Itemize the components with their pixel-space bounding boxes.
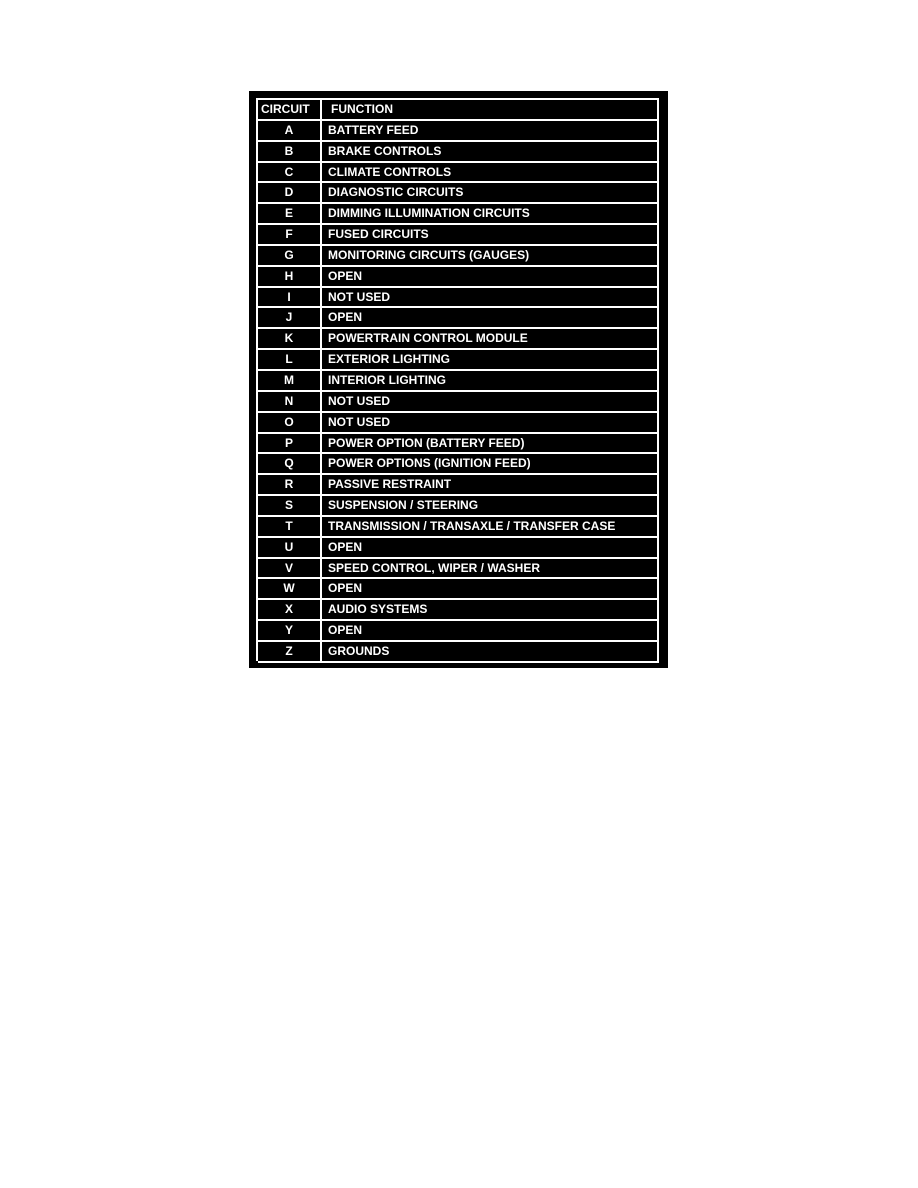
circuit-code: F (258, 225, 322, 246)
circuit-function: BRAKE CONTROLS (322, 142, 659, 163)
header-circuit: CIRCUIT (258, 100, 322, 121)
table-row (258, 434, 659, 455)
circuit-code: J (258, 308, 322, 329)
circuit-function: NOT USED (322, 413, 659, 434)
circuit-function: MONITORING CIRCUITS (GAUGES) (322, 246, 659, 267)
table-row (258, 225, 659, 246)
table-row (258, 183, 659, 204)
circuit-function: GROUNDS (322, 642, 659, 663)
circuit-code: Z (258, 642, 322, 663)
circuit-function: AUDIO SYSTEMS (322, 600, 659, 621)
circuit-code: O (258, 413, 322, 434)
circuit-function: CLIMATE CONTROLS (322, 163, 659, 184)
table-row (258, 142, 659, 163)
circuit-code: Y (258, 621, 322, 642)
circuit-code: E (258, 204, 322, 225)
circuit-function: EXTERIOR LIGHTING (322, 350, 659, 371)
circuit-function-panel (249, 91, 668, 668)
circuit-code: D (258, 183, 322, 204)
table-row (258, 621, 659, 642)
table-row (258, 350, 659, 371)
circuit-code: H (258, 267, 322, 288)
table-row (258, 496, 659, 517)
table-row (258, 475, 659, 496)
table-row (258, 600, 659, 621)
circuit-code: L (258, 350, 322, 371)
circuit-function: BATTERY FEED (322, 121, 659, 142)
table-row (258, 371, 659, 392)
table-row (258, 559, 659, 580)
circuit-code: Q (258, 454, 322, 475)
circuit-code: B (258, 142, 322, 163)
circuit-code: I (258, 288, 322, 309)
circuit-code: U (258, 538, 322, 559)
circuit-code: V (258, 559, 322, 580)
circuit-function: OPEN (322, 621, 659, 642)
circuit-code: G (258, 246, 322, 267)
circuit-function: FUSED CIRCUITS (322, 225, 659, 246)
circuit-function: SPEED CONTROL, WIPER / WASHER (322, 559, 659, 580)
table-row (258, 267, 659, 288)
circuit-function: SUSPENSION / STEERING (322, 496, 659, 517)
circuit-code: P (258, 434, 322, 455)
circuit-function: NOT USED (322, 392, 659, 413)
table-row (258, 204, 659, 225)
circuit-code: K (258, 329, 322, 350)
table-row (258, 517, 659, 538)
circuit-function: POWER OPTIONS (IGNITION FEED) (322, 454, 659, 475)
table-row (258, 329, 659, 350)
circuit-function: DIMMING ILLUMINATION CIRCUITS (322, 204, 659, 225)
table-row (258, 642, 659, 663)
circuit-code: M (258, 371, 322, 392)
circuit-function: OPEN (322, 308, 659, 329)
table-header-row (258, 100, 659, 121)
circuit-function: POWERTRAIN CONTROL MODULE (322, 329, 659, 350)
table-row (258, 308, 659, 329)
table-row (258, 392, 659, 413)
table-row (258, 538, 659, 559)
circuit-function: POWER OPTION (BATTERY FEED) (322, 434, 659, 455)
header-function: FUNCTION (322, 100, 659, 121)
circuit-code: X (258, 600, 322, 621)
circuit-code: N (258, 392, 322, 413)
table-row (258, 579, 659, 600)
table-row (258, 246, 659, 267)
circuit-function: DIAGNOSTIC CIRCUITS (322, 183, 659, 204)
table-row (258, 454, 659, 475)
circuit-function: INTERIOR LIGHTING (322, 371, 659, 392)
circuit-code: S (258, 496, 322, 517)
circuit-function: NOT USED (322, 288, 659, 309)
circuit-function: OPEN (322, 538, 659, 559)
circuit-function: PASSIVE RESTRAINT (322, 475, 659, 496)
circuit-function: OPEN (322, 267, 659, 288)
circuit-code: C (258, 163, 322, 184)
circuit-function: OPEN (322, 579, 659, 600)
circuit-code: R (258, 475, 322, 496)
circuit-code: A (258, 121, 322, 142)
table-row (258, 413, 659, 434)
table-row (258, 121, 659, 142)
circuit-function-table (256, 98, 659, 661)
circuit-function: TRANSMISSION / TRANSAXLE / TRANSFER CASE (322, 517, 659, 538)
circuit-code: T (258, 517, 322, 538)
table-row (258, 163, 659, 184)
table-row (258, 288, 659, 309)
circuit-code: W (258, 579, 322, 600)
